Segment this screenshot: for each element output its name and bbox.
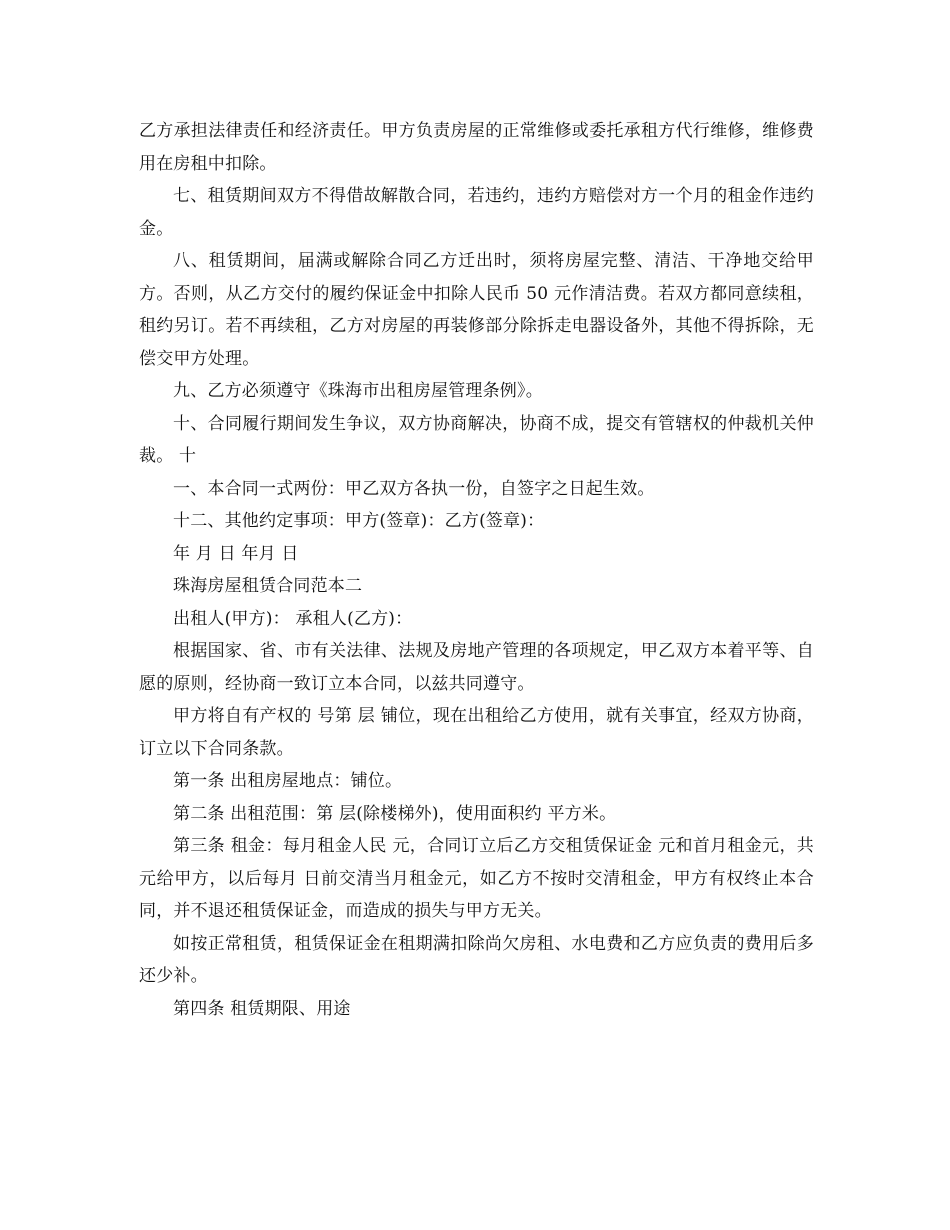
paragraph-clause-10: 十、合同履行期间发生争议，双方协商解决，协商不成，提交有管辖权的仲裁机关仲裁。 十 <box>139 413 814 466</box>
paragraph-clause-9: 九、乙方必须遵守《珠海市出租房屋管理条例》。 <box>173 381 543 401</box>
paragraph-deposit-note: 如按正常租赁，租赁保证金在租期满扣除尚欠房租、水电费和乙方应负责的费用后多还少补。 <box>139 933 814 986</box>
paragraph-continuation: 乙方承担法律责任和经济责任。甲方负责房屋的正常维修或委托承租方代行维修，维修费用在房租中扣除。 <box>139 121 814 174</box>
document-body <box>139 115 814 1025</box>
paragraph-lease-intro: 甲方将自有产权的 号第 层 铺位，现在出租给乙方使用，就有关事宜，经双方协商，订立以下合同条款。 <box>139 706 814 759</box>
paragraph-clause-11: 一、本合同一式两份：甲乙双方各执一份，自签字之日起生效。 <box>173 478 655 499</box>
paragraph-article-4: 第四条 租赁期限、用途 <box>173 998 351 1019</box>
paragraph-clause-12: 十二、其他约定事项：甲方(签章)：乙方(签章)： <box>173 511 545 531</box>
paragraph-preamble: 根据国家、省、市有关法律、法规及房地产管理的各项规定，甲乙双方本着平等、自愿的原则，经协商一致订立本合同，以兹共同遵守。 <box>139 641 814 694</box>
paragraph-article-1: 第一条 出租房屋地点：铺位。 <box>173 771 403 791</box>
paragraph-clause-8: 八、租赁期间，届满或解除合同乙方迁出时，须将房屋完整、清洁、干净地交给甲方。否则，从乙方交付的履约保证金中扣除人民币 50 元作清洁费。若双方都同意续租，租约另订。若不再续租，乙方对房屋的再装修部分除拆走电器设备外，其他不得拆除，无偿交甲方处理。 <box>139 251 814 369</box>
paragraph-date-line: 年 月 日 年月 日 <box>173 543 299 564</box>
paragraph-clause-7: 七、租赁期间双方不得借故解散合同，若违约，违约方赔偿对方一个月的租金作违约金。 <box>139 186 814 239</box>
paragraph-template-title: 珠海房屋租赁合同范本二 <box>173 576 363 596</box>
paragraph-article-3: 第三条 租金：每月租金人民 元，合同订立后乙方交租赁保证金 元和首月租金元，共 元给甲方，以后每月 日前交清当月租金元，如乙方不按时交清租金，甲方有权终止本合同，并不退还租赁保证金，而造成的损失与甲方无关。 <box>139 836 814 921</box>
paragraph-parties: 出租人(甲方)： 承租人(乙方)： <box>173 608 413 629</box>
paragraph-article-2: 第二条 出租范围：第 层(除楼梯外)，使用面积约 平方米。 <box>173 803 617 824</box>
